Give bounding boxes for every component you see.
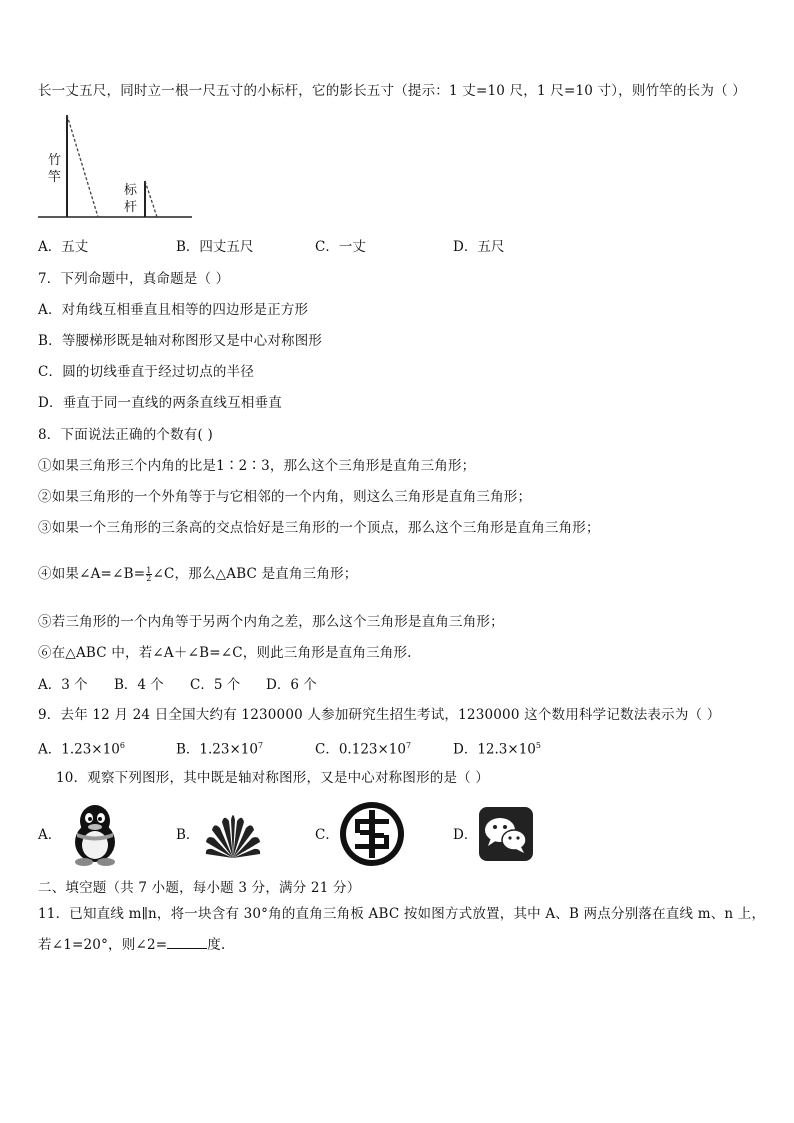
q8-item-3: ③如果一个三角形的三条高的交点恰好是三角形的一个顶点，那么这个三角形是直角三角形； <box>38 520 600 536</box>
q10-option-c-label: C． <box>315 827 339 843</box>
q10-option-d-label: D． <box>453 827 478 843</box>
pole-label-1: 竹 <box>48 153 62 168</box>
q7-stem: 7．下列命题中，真命题是（ ） <box>38 271 230 287</box>
q8-option-d: D．6 个 <box>266 677 317 693</box>
q9-stem: 9．去年 12 月 24 日全国大约有 1230000 人参加研究生招生考试，1230000 这个数用科学记数法表示为（ ） <box>38 707 721 723</box>
half-fraction <box>146 567 151 582</box>
q8-option-c: C．5 个 <box>190 677 241 693</box>
q7-option-a: A．对角线互相垂直且相等的四边形是正方形 <box>38 302 309 318</box>
option-label: B． <box>176 741 200 758</box>
q8-item-6: ⑥在△ABC 中，若∠A＋∠B=∠C，则此三角形是直角三角形. <box>38 645 412 661</box>
option-exponent: 7 <box>405 741 412 750</box>
option-mantissa: 0.123×10 <box>338 741 406 758</box>
q9-option-d <box>453 737 541 759</box>
q9-option-c <box>315 737 411 759</box>
q10-option-b-label: B． <box>176 827 200 843</box>
q8-item-1: ①如果三角形三个内角的比是1∶2∶3，那么这个三角形是直角三角形； <box>38 458 476 474</box>
rod-label-2: 杆 <box>124 200 138 215</box>
fraction-numerator: 1 <box>146 566 152 575</box>
option-exponent: 6 <box>119 741 125 750</box>
q11-prefix: 若∠1=20°，则∠2= <box>38 937 168 953</box>
q8-item-4-suffix: ∠C，那么△ABC 是直角三角形； <box>152 566 358 582</box>
q7-option-c: C．圆的切线垂直于经过切点的半径 <box>38 364 255 380</box>
option-label: D． <box>453 741 478 758</box>
q8-option-b: B．4 个 <box>114 677 164 693</box>
chat-bubbles-logo-icon <box>478 806 544 870</box>
q8-item-5: ⑤若三角形的一个内角等于另两个内角之差，那么这个三角形是直角三角形； <box>38 614 504 630</box>
q6-shadow-figure <box>36 110 196 222</box>
q7-option-b: B．等腰梯形既是轴对称图形又是中心对称图形 <box>38 333 323 349</box>
option-label: A． <box>38 741 62 758</box>
q10-stem: 10．观察下列图形，其中既是轴对称图形，又是中心对称图形的是（ ） <box>56 770 490 786</box>
option-exponent: 7 <box>257 741 264 750</box>
q11-suffix: 度. <box>207 937 226 953</box>
coin-bank-logo-icon <box>338 800 404 864</box>
q6-option-b: B．四丈五尺 <box>176 239 254 255</box>
q8-option-a: A．3 个 <box>38 677 88 693</box>
q10-option-a-label: A． <box>38 827 62 843</box>
q11-line-2 <box>38 936 225 954</box>
pole-label-2: 竿 <box>48 170 62 185</box>
q7-option-d: D．垂直于同一直线的两条直线互相垂直 <box>38 395 282 411</box>
answer-blank[interactable] <box>167 936 207 949</box>
q8-item-4-prefix: ④如果∠A=∠B= <box>38 566 146 582</box>
petal-fan-logo-icon <box>200 806 266 870</box>
q8-item-2: ②如果三角形的一个外角等于与它相邻的一个内角，则这么三角形是直角三角形； <box>38 489 532 505</box>
option-mantissa: 12.3×10 <box>477 741 536 758</box>
q11-line-1: 11．已知直线 m∥n，将一块含有 30°角的直角三角板 ABC 按如图方式放置，其中 A、B 两点分别落在直线 m、n 上， <box>38 906 766 922</box>
penguin-logo-icon <box>62 802 128 866</box>
section-2-title: 二、填空题（共 7 小题，每小题 3 分，满分 21 分） <box>38 880 361 896</box>
q6-option-c: C．一丈 <box>315 239 366 255</box>
q9-option-b <box>176 737 263 759</box>
q8-item-4 <box>38 565 357 583</box>
q6-option-d: D．五尺 <box>453 239 505 255</box>
fraction-denominator: 2 <box>146 574 152 583</box>
option-label: C． <box>315 741 339 758</box>
option-mantissa: 1.23×10 <box>61 741 120 758</box>
option-mantissa: 1.23×10 <box>199 741 258 758</box>
q6-option-a: A．五丈 <box>38 239 89 255</box>
option-exponent: 5 <box>535 741 541 750</box>
rod-label-1: 标 <box>124 183 138 198</box>
q9-option-a <box>38 737 125 759</box>
q6-stem: 长一丈五尺，同时立一根一尺五寸的小标杆，它的影长五寸（提示：1 丈=10 尺，1 尺=10 寸），则竹竿的长为（ ） <box>38 83 746 99</box>
q8-stem: 8．下面说法正确的个数有( ) <box>38 427 213 443</box>
